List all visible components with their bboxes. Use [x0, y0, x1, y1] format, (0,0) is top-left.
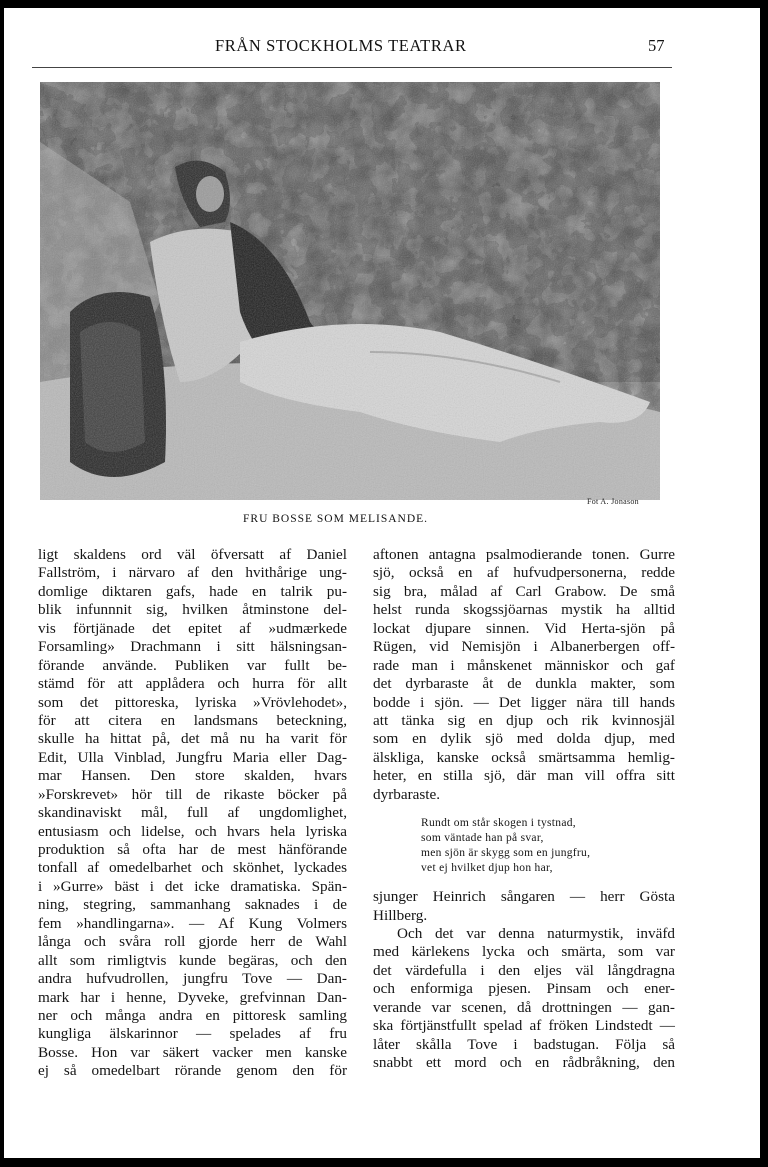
running-header	[4, 36, 760, 60]
text-line: för att citera en landsmans beteckning,	[38, 711, 347, 729]
text-line: vis förtjänade det epitet af »udmærkede	[38, 619, 347, 637]
text-line: med kärlekens lycka och smärta, som var	[373, 943, 675, 961]
text-line: ligt skaldens ord väl öfversatt af Daniel	[38, 546, 347, 563]
header-rule	[32, 67, 672, 68]
text-line: aftonen antagna psalmodierande tonen. Gurre	[373, 546, 675, 563]
text-line: det dyrbaraste åt de dunkla makter, som	[373, 675, 675, 693]
text-line: långa och svåra roll gjorde herr de Wahl	[38, 933, 347, 951]
text-line: ning, stegring, sammanhang saknades i de	[38, 896, 347, 914]
text-line: produktion så ofta har de mest hänförande	[38, 841, 347, 858]
text-line: mark har i henne, Dyveke, grefvinnan Dan-	[38, 988, 347, 1006]
text-line: Rügen, vid Nemisjön i Albanerbergen off-	[373, 638, 675, 656]
text-line: skandinaviskt mål, full af ungdomlighet,	[38, 804, 347, 822]
text-line: entusiasm och lidelse, och hvars hela lyriska	[38, 822, 347, 840]
text-column-left	[38, 546, 347, 1081]
text-line: Edit, Ulla Vinblad, Jungfru Maria eller Dag-	[38, 748, 347, 766]
running-title: FRÅN STOCKHOLMS TEATRAR	[215, 36, 467, 55]
text-line: låter skålla Tove i badstugan. Följa så	[373, 1035, 675, 1053]
photo-credit: Fot A. Jonason	[587, 497, 639, 506]
text-line: stämd för att applådera och hurra för allt	[38, 675, 347, 693]
paragraph-first-line: Och det var denna naturmystik, inväfd	[397, 925, 675, 942]
verse-line: Rundt om står skogen i tystnad,	[421, 817, 576, 830]
text-line: och enformiga pjesen. Pinsam och ener-	[373, 980, 675, 998]
verse-line: vet ej hvilket djup hon har,	[421, 862, 553, 875]
page-number: 57	[648, 36, 665, 55]
text-line: älskliga, kanske också smärtsamma hemlig-	[373, 748, 675, 766]
text-line: verande var scenen, då drottningen — gan-	[373, 998, 675, 1016]
text-line: ej så omedelbart rörande genom den för	[38, 1062, 347, 1080]
text-line: i »Gurre» bäst i det icke dramatiska. Spän-	[38, 877, 347, 895]
text-line: Forsamling» Drachmann i sitt hälsningsan-	[38, 638, 347, 656]
text-line: snabbt ett mord och en rådbråkning, den	[373, 1054, 675, 1072]
verse-quotation	[421, 816, 675, 876]
text-line: ner och många andra en pittoresk samling	[38, 1006, 347, 1024]
text-line: domlige diktaren gafs, hade en talrik pu-	[38, 582, 347, 600]
verse-line: men sjön är skygg som en jungfru,	[421, 847, 591, 860]
text-line: heter, en stilla sjö, där man vill offra sitt	[373, 767, 675, 785]
text-column-right	[373, 546, 675, 1073]
text-line: sig bra, målad af Carl Grabow. De små	[373, 582, 675, 600]
text-line: Fallström, i närvaro af den hvithårige ung-	[38, 564, 347, 582]
text-line: tonfall af omedelbarhet och skönhet, lyckades	[38, 859, 347, 877]
text-line: fem »handlingarna». — Af Kung Volmers	[38, 914, 347, 932]
text-line: lockat djupare sinnen. Vid Herta-sjön på	[373, 619, 675, 637]
text-line: sjunger Heinrich sångaren — herr Gösta	[373, 888, 675, 906]
photograph	[40, 82, 660, 500]
photo-illustration	[40, 82, 660, 500]
text-line: helst runda skogssjöarnas mystik ha alltid	[373, 601, 675, 619]
text-line: andra hufvudrollen, jungfru Tove — Dan-	[38, 970, 347, 988]
text-line: kungliga älskarinnor — spelades af fru	[38, 1025, 347, 1043]
text-line: blik infunnnit sig, hvilken åtminstone del-	[38, 601, 347, 619]
text-line: Hillberg.	[373, 906, 428, 924]
text-line: allt som rimligtvis kunde begäras, och den	[38, 951, 347, 969]
text-line: som det pittoreska, lyriska »Vrövlehodet»,	[38, 693, 347, 711]
text-line: »Forskrevet» hör till de rikaste böcker på	[38, 785, 347, 803]
text-line: skulle ha hittat på, det må nu ha varit för	[38, 730, 347, 748]
text-line: bodde i sjön. — Det ligger nära till hands	[373, 693, 675, 711]
text-line: Bosse. Hon var säkert vacker men kanske	[38, 1043, 347, 1061]
text-line: förande använde. Publiken var fullt be-	[38, 656, 347, 674]
text-line: ska förtjänstfullt spelad af fröken Lindstedt —	[373, 1017, 675, 1035]
text-line: det värdefulla i den eljes väl långdragna	[373, 961, 675, 979]
verse-line: som väntade han på svar,	[421, 832, 544, 845]
text-line: att tänka sig en djup och rik kvinnosjäl	[373, 711, 675, 729]
text-line: rade man i månskenet människor och gaf	[373, 656, 675, 674]
text-line: sjö, också en af hufvudpersonerna, redde	[373, 564, 675, 582]
text-line: dyrbaraste.	[373, 785, 441, 803]
text-line: som en dylik sjö med dolda djup, med	[373, 730, 675, 748]
scanned-page	[4, 8, 760, 1158]
text-line: mar Hansen. Den store skalden, hvars	[38, 767, 347, 785]
figure-caption: FRU BOSSE SOM MELISANDE.	[243, 513, 429, 525]
